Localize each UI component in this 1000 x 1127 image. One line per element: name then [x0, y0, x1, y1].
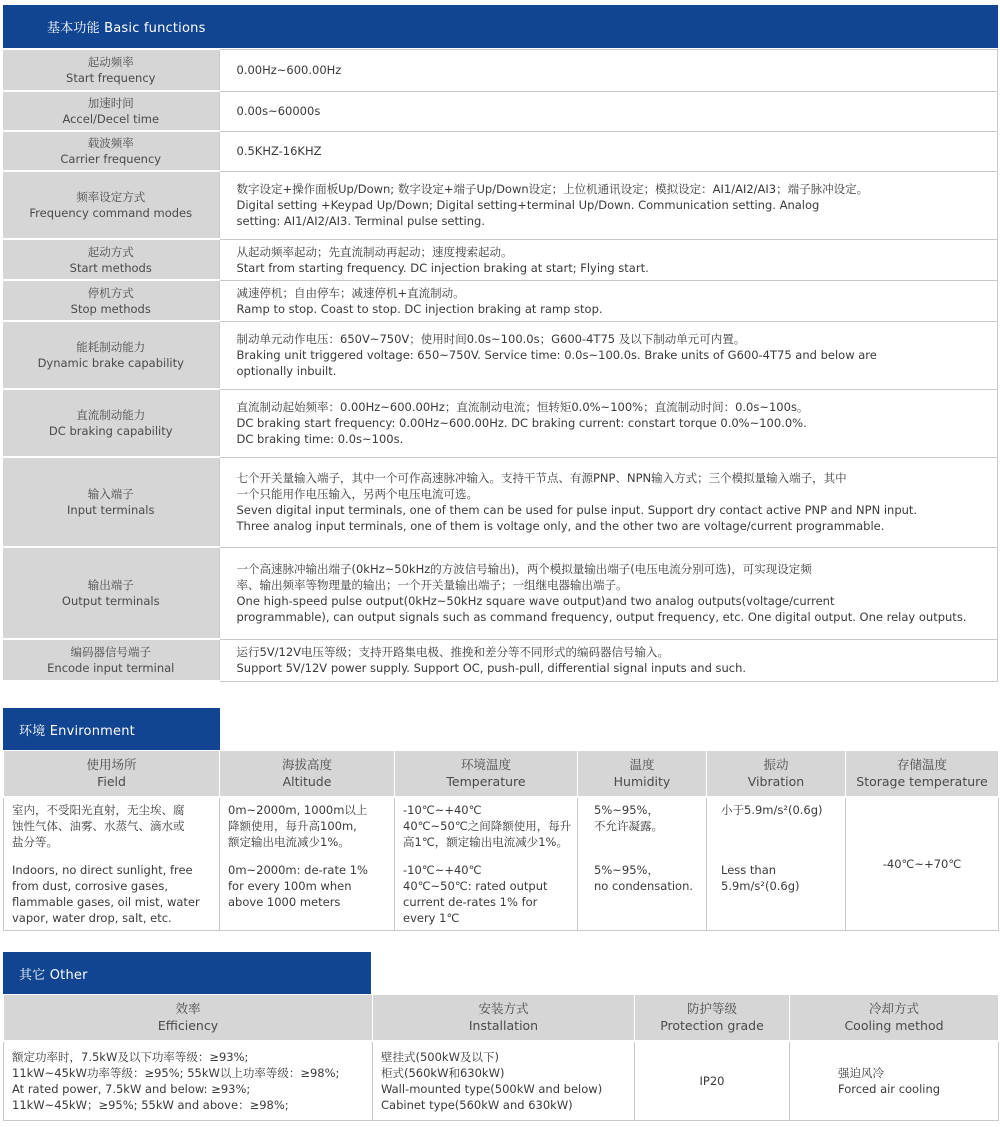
basic-row-label-en: Output terminals: [61, 594, 160, 608]
text-line: 5%~95%，: [594, 862, 659, 877]
other-banner: [3, 952, 371, 994]
basic-row-label-cn: 直流制动能力: [76, 408, 146, 422]
basic-row-value-line: Braking unit triggered voltage: 650~750V. Service time: 0.0s~100.0s. Brake units of G600-4T75 and below are: [236, 348, 877, 362]
text-line: Wall-mounted type(500kW and below): [381, 1081, 603, 1096]
basic-row-value-line: 率、输出频率等物理量的输出；一个开关量输出端子；一组继电器输出端子。: [236, 578, 628, 592]
basic-row-value-line: One high-speed pulse output(0kHz~50kHz square wave output)and two analog outputs(voltage/current: [236, 594, 835, 608]
other-header-efficiency: 效率 Efficiency: [4, 995, 373, 1041]
text-line: for every 100m when: [228, 878, 352, 893]
basic-row-value: [219, 547, 998, 639]
environment-banner: [3, 708, 220, 750]
basic-row-value-line: 0.00Hz~600.00Hz: [236, 63, 342, 77]
basic-row-value-line: 数字设定+操作面板Up/Down; 数字设定+端子Up/Down设定；上位机通讯设定；模拟设定：AI1/AI2/AI3；端子脉冲设定。: [236, 182, 869, 196]
basic-row-label-en: Dynamic brake capability: [37, 356, 184, 370]
basic-row-value: [219, 389, 998, 457]
basic-row-label-en: Frequency command modes: [29, 206, 193, 220]
basic-row-label-en: Start frequency: [66, 71, 156, 85]
env-header-vibration: 振动 Vibration: [707, 751, 846, 797]
basic-row-value-line: 一个只能用作电压输入，另两个电压电流可选。: [236, 487, 478, 501]
env-header-storage: 存储温度 Storage temperature: [846, 751, 999, 797]
basic-row-value-line: 直流制动起始频率：0.00Hz~600.00Hz；直流制动电流；恒转矩0.0%~100%；直流制动时间：0.0s~100s。: [236, 400, 809, 414]
basic-row-label-en: Input terminals: [67, 503, 155, 517]
basic-functions-table: [3, 48, 998, 682]
basic-row-value-line: DC braking start frequency: 0.00Hz~600.00Hz. DC braking current: constart torque 0.0%~100.0%.: [236, 416, 807, 430]
other-protection-cell: [635, 1041, 790, 1121]
basic-row-label: [3, 239, 219, 280]
basic-row: [3, 639, 998, 681]
basic-row-value-line: Support 5V/12V power supply. Support OC, push-pull, differential signal inputs and such.: [236, 661, 747, 675]
basic-row-value-line: setting: AI1/AI2/AI3. Terminal pulse setting.: [236, 214, 485, 228]
basic-row: [3, 91, 998, 131]
env-header-temperature: 环境温度 Temperature: [395, 751, 578, 797]
basic-row-value-line: Seven digital input terminals, one of them can be used for pulse input. Support dry contact active PNP and NPN input.: [236, 503, 918, 517]
basic-row-value-line: Three analog input terminals, one of them is voltage only, and the other two are voltage/current programmable.: [236, 519, 885, 533]
other-cooling-cell: [790, 1041, 999, 1121]
basic-row-value-line: 从起动频率起动；先直流制动再起动；速度搜索起动。: [236, 244, 513, 259]
basic-row-value: [219, 239, 998, 280]
text-line: 蚀性气体、油雾、水蒸气、滴水或: [12, 818, 185, 833]
basic-row-label-cn: 停机方式: [87, 285, 134, 300]
env-temperature-cell: [395, 797, 578, 931]
basic-row-value-line: 七个开关量输入端子，其中一个可作高速脉冲输入。支持干节点、有源PNP、NPN输入方式；三个模拟量输入端子，其中: [236, 471, 847, 485]
text-line: -10℃~+40℃: [403, 862, 482, 877]
basic-row: [3, 457, 998, 547]
other-efficiency-cell: [4, 1041, 373, 1121]
basic-row-value: [219, 280, 998, 321]
text-line: 强迫风冷: [838, 1065, 884, 1080]
text-line: Less than: [721, 862, 777, 877]
basic-row-label-cn: 输入端子: [87, 487, 134, 501]
text-line: 0m~2000m, 1000m以上: [228, 802, 368, 817]
other-table: [3, 994, 999, 1121]
basic-row-label-en: Start methods: [69, 260, 152, 275]
env-header-altitude: 海拔高度 Altitude: [220, 751, 395, 797]
text-line: 40℃~50℃: rated output: [403, 878, 548, 893]
other-cooling-lines: [838, 1065, 990, 1097]
text-line: no condensation.: [594, 878, 694, 893]
environment-table: [3, 750, 999, 931]
text-line: 5%~95%，: [594, 802, 659, 817]
basic-row-label: [3, 639, 219, 681]
text-line: 不允许凝露。: [594, 818, 663, 833]
env-altitude-cell: [220, 797, 395, 931]
basic-row-value: [219, 49, 998, 91]
basic-row-label: [3, 171, 219, 239]
basic-row-value: [219, 639, 998, 681]
basic-row-value: [219, 131, 998, 171]
basic-row-value-line: 0.5KHZ-16KHZ: [236, 144, 322, 158]
basic-row-value-line: DC braking time: 0.0s~100s.: [236, 432, 404, 446]
text-line: 额定输出电流减少1%。: [228, 834, 350, 849]
basic-row-label-en: Stop methods: [70, 301, 151, 316]
text-line: 降额使用，每升高100m,: [228, 818, 357, 833]
basic-row-value-line: programmable), can output signals such as command frequency, output frequency, etc. One digital output. One relay outputs.: [236, 610, 967, 624]
basic-row-label-cn: 载波频率: [87, 136, 134, 150]
basic-row: [3, 321, 998, 389]
text-line: 额定功率时，7.5kW及以下功率等级：≥93%;: [12, 1049, 249, 1064]
text-line: from dust, corrosive gases,: [12, 878, 168, 893]
env-header-humidity: 温度 Humidity: [578, 751, 707, 797]
basic-row-value-line: 运行5V/12V电压等级；支持开路集电极、推挽和差分等不同形式的编码器信号输入。: [236, 645, 670, 659]
basic-row-value-line: Start from starting frequency. DC injection braking at start; Flying start.: [236, 260, 649, 275]
basic-functions-banner: [3, 5, 998, 48]
env-header-field: 使用场所 Field: [4, 751, 220, 797]
basic-row-value-line: 减速停机；自由停车；减速停机+直流制动。: [236, 285, 465, 300]
env-storage-value: -40℃~+70℃: [882, 856, 962, 871]
other-header-protection: 防护等级 Protection grade: [635, 995, 790, 1041]
text-line: 室内，不受阳光直射，无尘埃、腐: [12, 802, 185, 817]
basic-row-label-cn: 起动方式: [87, 244, 134, 259]
text-line: -10℃~+40℃: [403, 802, 482, 817]
basic-row-label-en: Encode input terminal: [47, 661, 175, 675]
env-altitude-cn: [228, 802, 386, 850]
basic-row-label-en: Accel/Decel time: [62, 112, 160, 126]
basic-row-value-line: 一个高速脉冲输出端子(0kHz~50kHz的方波信号输出)，两个模拟量输出端子(电压电流分别可选)，可实现设定频: [236, 562, 812, 576]
text-line: 0m~2000m: de-rate 1%: [228, 862, 368, 877]
other-header-cooling: 冷却方式 Cooling method: [790, 995, 999, 1041]
text-line: 40℃~50℃之间降额使用，每升: [403, 818, 572, 833]
basic-row: [3, 389, 998, 457]
environment-title: 环境 Environment: [19, 723, 135, 739]
env-vibration-cn: 小于5.9m/s²(0.6g): [721, 802, 823, 817]
basic-row-label: [3, 457, 219, 547]
basic-row-label: [3, 131, 219, 171]
basic-row-label-cn: 输出端子: [87, 578, 134, 592]
env-humidity-cell: [578, 797, 707, 931]
text-line: above 1000 meters: [228, 894, 341, 909]
other-installation-cell: [373, 1041, 635, 1121]
text-line: 壁挂式(500kW及以下): [381, 1049, 499, 1064]
basic-row-value: [219, 91, 998, 131]
text-line: 11kW~45kW；≥95%; 55kW and above：≥98%;: [12, 1097, 289, 1112]
basic-row-label-en: Carrier frequency: [60, 152, 162, 166]
text-line: 高1℃，额定输出电流减少1%。: [403, 834, 568, 849]
text-line: Forced air cooling: [838, 1081, 941, 1096]
other-installation-lines: [381, 1049, 626, 1113]
basic-row-label: [3, 389, 219, 457]
basic-row: [3, 49, 998, 91]
text-line: At rated power, 7.5kW and below: ≥93%;: [12, 1081, 251, 1096]
env-vibration-cell: [707, 797, 846, 931]
basic-row-value-line: Ramp to stop. Coast to stop. DC injection braking at ramp stop.: [236, 301, 603, 316]
text-line: Cabinet type(560kW and 630kW): [381, 1097, 573, 1112]
other-protection-value: IP20: [699, 1073, 725, 1088]
basic-row-value-line: optionally inbuilt.: [236, 364, 337, 378]
basic-functions-title: 基本功能 Basic functions: [47, 21, 206, 36]
basic-row: [3, 131, 998, 171]
basic-row-label-en: DC braking capability: [48, 424, 173, 438]
text-line: Indoors, no direct sunlight, free: [12, 862, 193, 877]
text-line: 5.9m/s²(0.6g): [721, 878, 800, 893]
text-line: every 1℃: [403, 910, 460, 925]
env-humidity-en: [594, 862, 698, 894]
basic-row-label: [3, 547, 219, 639]
env-storage-cell: [846, 797, 999, 931]
text-line: vapor, water drop, salt, etc.: [12, 910, 172, 925]
basic-row-label-cn: 编码器信号端子: [70, 645, 151, 659]
basic-row-value: [219, 457, 998, 547]
basic-row-value: [219, 171, 998, 239]
basic-row-label: [3, 280, 219, 321]
other-title: 其它 Other: [19, 967, 88, 983]
env-temperature-en: [403, 862, 569, 926]
basic-row-label-cn: 能耗制动能力: [76, 340, 146, 354]
text-line: 柜式(560kW和630kW): [381, 1065, 505, 1080]
basic-row: [3, 547, 998, 639]
basic-row-label-cn: 加速时间: [87, 96, 134, 110]
text-line: 盐分等。: [12, 834, 58, 849]
other-header-installation: 安装方式 Installation: [373, 995, 635, 1041]
basic-row: [3, 280, 998, 321]
env-field-en: [12, 862, 211, 926]
basic-row-value: [219, 321, 998, 389]
env-humidity-cn: [594, 802, 698, 834]
basic-row-label: [3, 321, 219, 389]
basic-row: [3, 239, 998, 280]
basic-row-label-cn: 起动频率: [87, 55, 134, 69]
basic-row-label: [3, 49, 219, 91]
text-line: current de-rates 1% for: [403, 894, 538, 909]
env-vibration-en: [721, 862, 837, 894]
basic-row-value-line: 0.00s~60000s: [236, 104, 321, 118]
basic-row-label-cn: 频率设定方式: [76, 190, 146, 204]
text-line: 11kW~45kW功率等级：≥95%; 55kW以上功率等级：≥98%;: [12, 1065, 340, 1080]
basic-row-value-line: Digital setting +Keypad Up/Down; Digital setting+terminal Up/Down. Communication setting. Analog: [236, 198, 820, 212]
env-altitude-en: [228, 862, 386, 910]
basic-row-label: [3, 91, 219, 131]
env-field-cn: [12, 802, 211, 850]
basic-row-value-line: 制动单元动作电压：650V~750V；使用时间0.0s~100.0s；G600-4T75 及以下制动单元可内置。: [236, 332, 746, 346]
other-efficiency-lines: [12, 1049, 364, 1113]
env-field-cell: [4, 797, 220, 931]
basic-row: [3, 171, 998, 239]
env-temperature-cn: [403, 802, 572, 850]
text-line: flammable gases, oil mist, water: [12, 894, 200, 909]
